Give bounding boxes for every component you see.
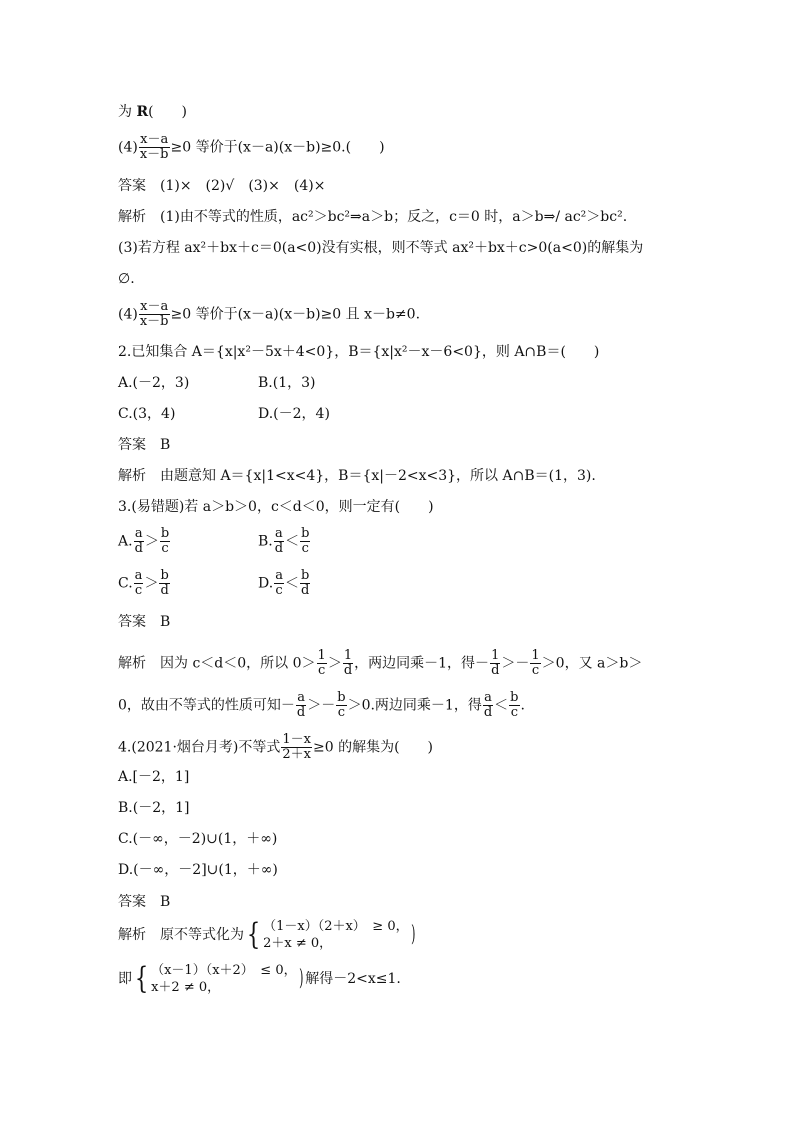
numerator: a [134, 526, 143, 541]
text: 解析 原不等式化为 [118, 927, 244, 943]
text-bold-r: R [136, 104, 149, 120]
numerator: b [301, 526, 310, 541]
operator: ＞ [144, 533, 159, 550]
right-paren: ) [298, 966, 304, 991]
label: B. [258, 533, 273, 550]
text: ≥0 等价于(x－a)(x－b)≥0 且 x－b≠0. [170, 306, 421, 323]
operator: ＞ [144, 575, 159, 592]
question-3: 3.(易错题)若 a＞b＞0，c＜d＜0，则一定有( ) [118, 499, 434, 515]
numerator: x－a [140, 299, 169, 314]
text: ＞0.两边同乘－1，得 [347, 697, 482, 714]
line-empty-set: ∅. [118, 271, 135, 287]
denominator: c [531, 663, 540, 678]
left-brace: { [246, 917, 261, 952]
denominator: d [134, 541, 143, 556]
numerator: 1 [343, 648, 353, 663]
fraction [483, 691, 493, 720]
text: ＞－ [307, 697, 336, 714]
denominator: c [275, 583, 283, 598]
denominator: c [337, 705, 346, 720]
numerator: a [134, 568, 143, 583]
line-statement-4 [118, 133, 385, 162]
fraction [490, 649, 500, 678]
q3-option-d [258, 569, 311, 598]
fraction [336, 691, 346, 720]
fraction [134, 527, 144, 556]
option-d: D.(－2，4) [258, 406, 330, 422]
denominator: d [300, 583, 310, 598]
fraction [139, 300, 170, 329]
numerator: b [160, 526, 170, 541]
text: 解析 因为 c＜d＜0，所以 0＞ [118, 655, 316, 672]
q3-answer: 答案 B [118, 614, 171, 630]
fraction [139, 133, 170, 162]
question-2: 2.已知集合 A＝{x|x²－5x＋4<0}，B＝{x|x²－x－6<0}，则 A∩B＝( ) [118, 344, 600, 360]
option-c: C.(3，4) [118, 406, 176, 422]
operator: ＜ [284, 575, 299, 592]
q3-option-a [118, 527, 171, 556]
numerator: b [510, 690, 519, 705]
q4-analysis-line1 [118, 918, 417, 952]
system-row: （1－x）（2＋x） ≥ 0， [263, 919, 409, 934]
text: ＞ [327, 655, 342, 672]
q4-option-c: C.(－∞，－2)∪(1，＋∞) [118, 831, 278, 847]
text: 解得－2<x≤1. [305, 971, 401, 987]
text: . [520, 697, 525, 714]
denominator: c [510, 705, 518, 720]
fraction [300, 569, 310, 598]
q2-answer: 答案 B [118, 437, 171, 453]
q3-option-b [258, 527, 311, 556]
fraction [274, 527, 284, 556]
denominator: d [160, 583, 169, 598]
numerator: a [484, 690, 492, 705]
system-row: 2＋x ≠ 0， [263, 936, 333, 951]
numerator: 1 [491, 648, 500, 663]
q4-answer: 答案 B [118, 894, 171, 910]
equation-system [263, 918, 409, 952]
q2-options-row2 [118, 405, 330, 423]
numerator: a [297, 690, 305, 705]
option-b: B.(1，3) [258, 375, 316, 391]
label: D. [258, 575, 274, 592]
denominator: c [301, 541, 309, 556]
q4-option-a: A.[－2，1] [118, 769, 190, 785]
text: 为 [118, 104, 132, 120]
q3-analysis-line1 [118, 649, 642, 678]
denominator: d [274, 541, 284, 556]
right-paren: ) [410, 922, 416, 947]
fraction [317, 649, 327, 678]
text: 4.(2021·烟台月考)不等式 [118, 739, 281, 756]
text: ＞0，又 a＞b＞ [541, 655, 643, 672]
numerator: b [300, 568, 310, 583]
text: ＜ [494, 697, 509, 714]
denominator: d [296, 705, 306, 720]
system-row: （x－1）（x＋2） ≤ 0， [151, 963, 297, 978]
fraction [159, 569, 169, 598]
denominator: 2＋x [282, 747, 311, 762]
text: ( ) [148, 104, 188, 120]
line-analysis-4 [118, 300, 420, 329]
numerator: 1 [317, 648, 326, 663]
q3-option-c [118, 569, 171, 598]
question-4 [118, 733, 433, 762]
text: 0，故由不等式的性质可知－ [118, 697, 295, 714]
q4-option-b: B.(－2，1] [118, 800, 190, 816]
fraction [509, 691, 519, 720]
denominator: x－b [139, 147, 169, 162]
numerator: b [337, 690, 346, 705]
denominator: d [343, 663, 353, 678]
fraction [343, 649, 353, 678]
fraction [160, 527, 170, 556]
equation-system [151, 962, 297, 996]
numerator: x－a [140, 132, 169, 147]
line-analysis-3: (3)若方程 ax²＋bx＋c＝0(a<0)没有实根，则不等式 ax²＋bx＋c>0(a<0)的解集为 [118, 240, 644, 256]
system-row: x＋2 ≠ 0， [151, 980, 221, 995]
operator: ＜ [285, 533, 300, 550]
label: A. [118, 533, 133, 550]
text: ≥0 的解集为( ) [312, 739, 433, 756]
fraction [281, 733, 312, 762]
q2-options-row1 [118, 374, 316, 392]
numerator: a [275, 568, 283, 583]
text: ≥0 等价于(x－a)(x－b)≥0.( ) [170, 139, 385, 156]
text: 即 [118, 971, 132, 987]
option-a: A.(－2，3) [118, 375, 190, 391]
fraction [530, 649, 540, 678]
left-brace: { [134, 961, 149, 996]
numerator: b [160, 568, 169, 583]
fraction [300, 527, 310, 556]
fraction [296, 691, 306, 720]
text: (4) [118, 139, 138, 156]
denominator: c [161, 541, 169, 556]
line-analysis-1: 解析 (1)由不等式的性质，ac²＞bc²⇒a＞b；反之，c＝0 时，a＞b⇒/ ac²＞bc². [118, 209, 628, 225]
label: C. [118, 575, 133, 592]
denominator: d [491, 663, 500, 678]
numerator: 1 [531, 648, 540, 663]
denominator: d [483, 705, 493, 720]
denominator: x－b [139, 314, 169, 329]
text: ＞－ [501, 655, 530, 672]
numerator: a [275, 526, 283, 541]
line-answer-1: 答案 (1)× (2)√ (3)× (4)× [118, 178, 326, 194]
q2-analysis: 解析 由题意知 A＝{x|1<x<4}，B＝{x|－2<x<3}，所以 A∩B＝(1，3). [118, 468, 596, 484]
q3-analysis-line2 [118, 691, 525, 720]
denominator: c [318, 663, 326, 678]
q4-option-d: D.(－∞，－2]∪(1，＋∞) [118, 862, 278, 878]
text: ，两边同乘－1，得－ [354, 655, 490, 672]
denominator: c [134, 583, 143, 598]
fraction [274, 569, 284, 598]
text: (4) [118, 306, 138, 323]
q4-analysis-line2 [118, 962, 401, 996]
fraction [134, 569, 144, 598]
line-r-statement [118, 103, 187, 121]
numerator: 1－x [282, 732, 311, 747]
